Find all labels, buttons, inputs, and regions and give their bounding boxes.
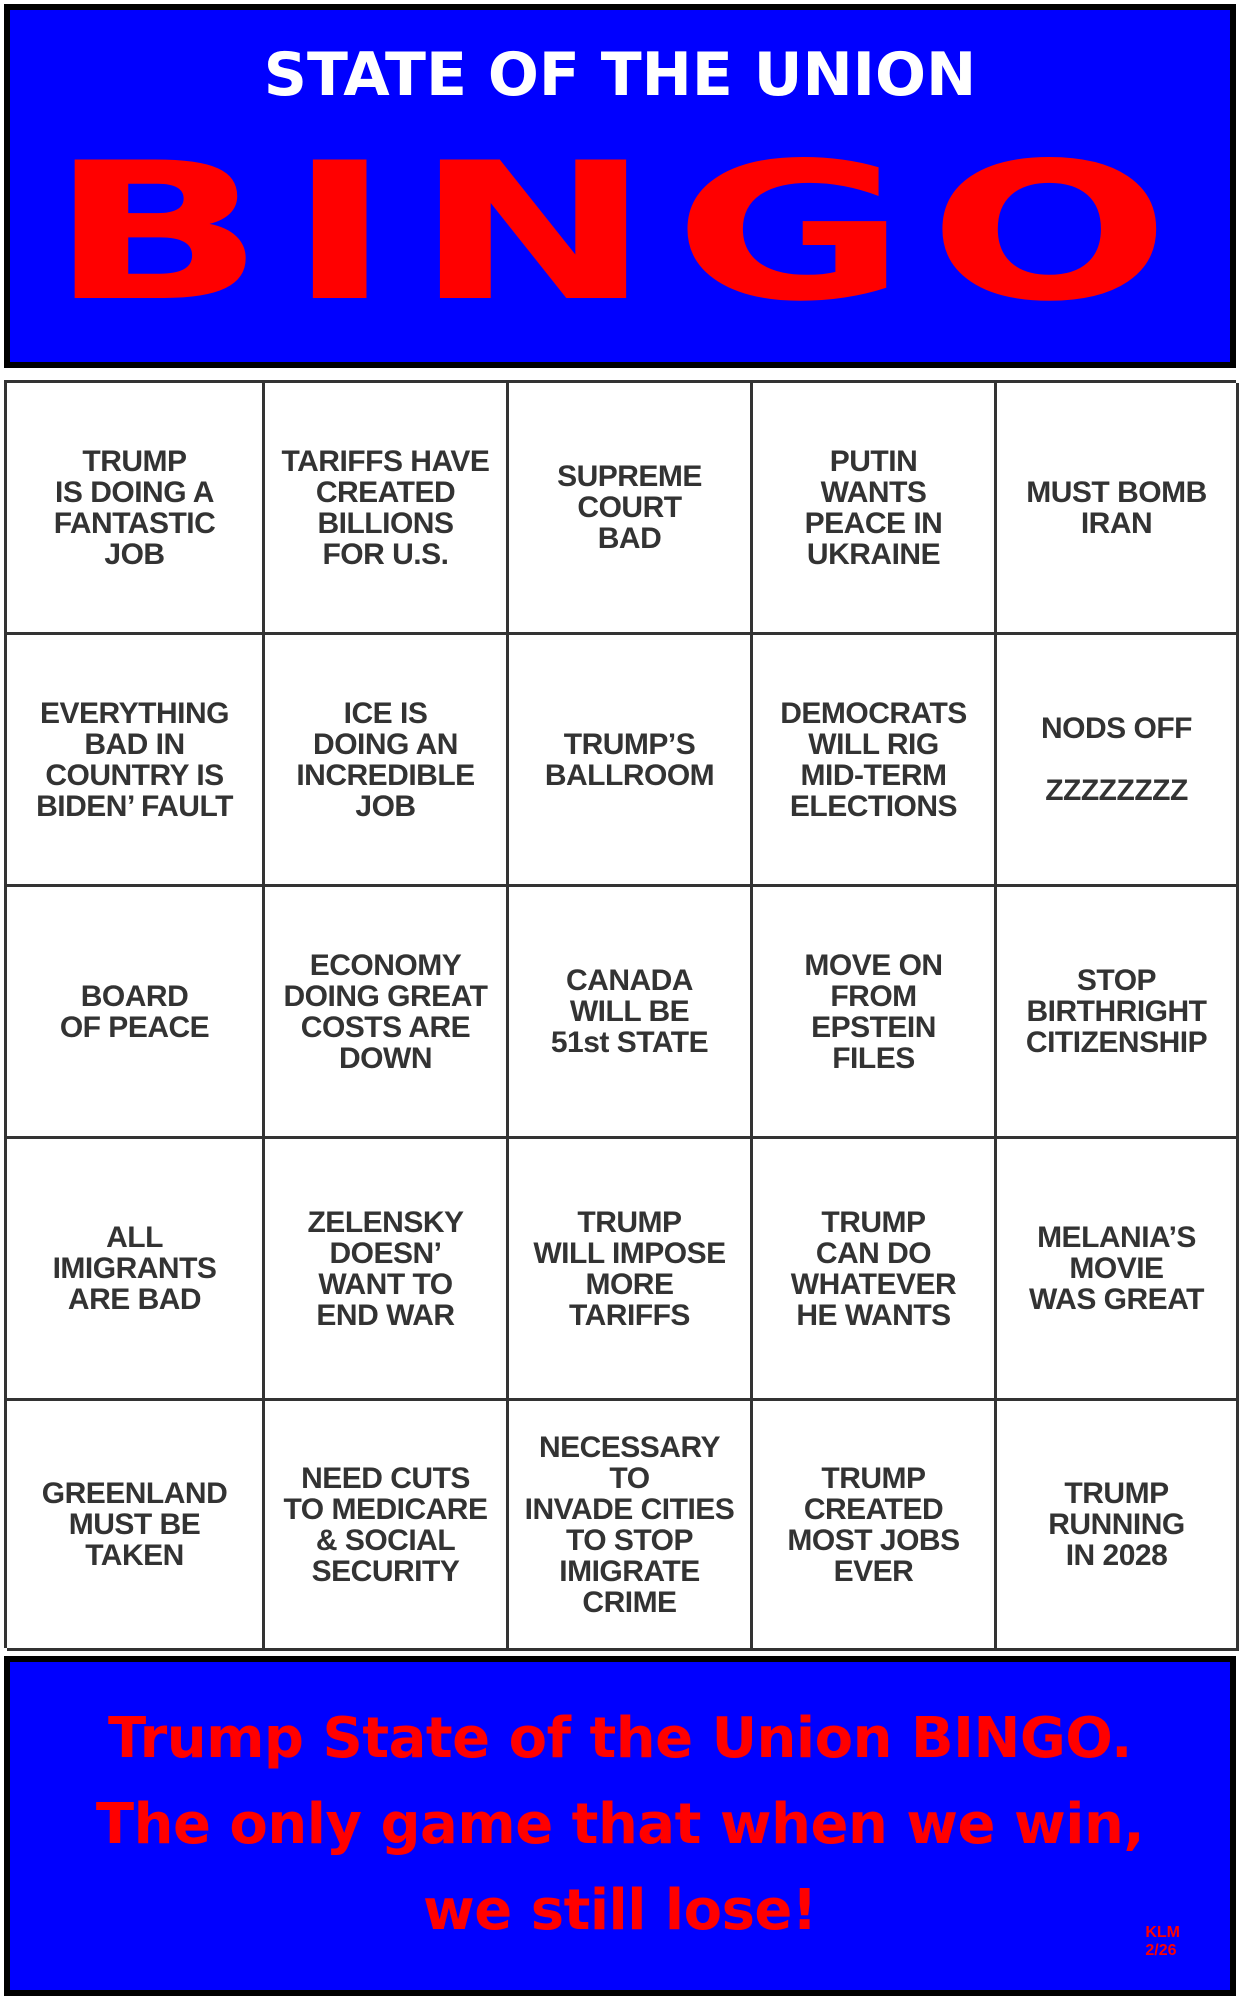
bingo-cell-text: ALL IMIGRANTS ARE BAD <box>52 1221 217 1316</box>
bingo-cell-r2c3[interactable] <box>509 635 753 887</box>
bingo-cell-r3c5[interactable] <box>997 887 1239 1139</box>
bingo-cell-r4c3[interactable] <box>509 1139 753 1401</box>
bingo-logo-text: BINGO <box>48 122 1192 343</box>
bingo-cell-r4c5[interactable] <box>997 1139 1239 1401</box>
bingo-cell-text: PUTIN WANTS PEACE IN UKRAINE <box>804 444 943 571</box>
bingo-cell-r2c5[interactable] <box>997 635 1239 887</box>
bingo-cell-r1c2[interactable] <box>265 383 509 635</box>
bingo-cell-r1c4[interactable] <box>753 383 997 635</box>
bingo-card-grid <box>4 380 1236 1648</box>
bingo-cell-text: STOP BIRTHRIGHT CITIZENSHIP <box>1025 964 1208 1059</box>
bingo-cell-text: MELANIA’S MOVIE WAS GREAT <box>1029 1221 1204 1316</box>
bingo-cell-text: TRUMP WILL IMPOSE MORE TARIFFS <box>533 1205 726 1332</box>
bingo-cell-text: BOARD OF PEACE <box>59 979 210 1044</box>
bingo-cell-text: MUST BOMB IRAN <box>1026 475 1207 540</box>
bingo-cell-r3c4[interactable] <box>753 887 997 1139</box>
bingo-cell-r5c3[interactable] <box>509 1401 753 1651</box>
header-title: STATE OF THE UNION <box>263 40 977 110</box>
bingo-cell-r4c4[interactable] <box>753 1139 997 1401</box>
bingo-cell-r4c2[interactable] <box>265 1139 509 1401</box>
bingo-cell-text: NECESSARY TO INVADE CITIES TO STOP IMIGRATE CRIME <box>524 1430 735 1619</box>
bingo-cell-r2c2[interactable] <box>265 635 509 887</box>
bingo-cell-r1c3[interactable] <box>509 383 753 635</box>
bingo-cell-r3c3[interactable] <box>509 887 753 1139</box>
bingo-cell-text: NODS OFF ZZZZZZZZ <box>1041 712 1192 807</box>
bingo-cell-text: SUPREME COURT BAD <box>557 460 702 555</box>
bingo-cell-text: ECONOMY DOING GREAT COSTS ARE DOWN <box>283 948 488 1075</box>
bingo-cell-text: TRUMP CREATED MOST JOBS EVER <box>787 1461 960 1588</box>
footer-slogan: Trump State of the Union BINGO. The only game that when we win, we still lose! <box>95 1706 1145 1943</box>
bingo-cell-r1c5[interactable] <box>997 383 1239 635</box>
bingo-cell-r5c4[interactable] <box>753 1401 997 1651</box>
bingo-cell-r4c1[interactable] <box>7 1139 265 1401</box>
bingo-cell-text: GREENLAND MUST BE TAKEN <box>41 1477 228 1572</box>
bingo-cell-text: TRUMP CAN DO WHATEVER HE WANTS <box>790 1205 957 1332</box>
bingo-cell-text: NEED CUTS TO MEDICARE & SOCIAL SECURITY <box>283 1461 488 1588</box>
bingo-cell-r5c1[interactable] <box>7 1401 265 1651</box>
bingo-cell-text: TRUMP IS DOING A FANTASTIC JOB <box>53 444 216 571</box>
bingo-cell-r2c4[interactable] <box>753 635 997 887</box>
footer-banner <box>4 1656 1236 1996</box>
bingo-cell-text: MOVE ON FROM EPSTEIN FILES <box>804 948 943 1075</box>
bingo-cell-text: TRUMP RUNNING IN 2028 <box>1048 1477 1185 1572</box>
bingo-cell-text: DEMOCRATS WILL RIG MID-TERM ELECTIONS <box>780 696 967 823</box>
bingo-cell-text: ICE IS DOING AN INCREDIBLE JOB <box>296 696 475 823</box>
bingo-cell-text: TARIFFS HAVE CREATED BILLIONS FOR U.S. <box>281 444 490 571</box>
bingo-cell-text: ZELENSKY DOESN’ WANT TO END WAR <box>307 1205 464 1332</box>
header-banner <box>4 4 1236 368</box>
bingo-cell-text: TRUMP’S BALLROOM <box>544 727 715 792</box>
bingo-cell-r3c1[interactable] <box>7 887 265 1139</box>
bingo-cell-text: CANADA WILL BE 51st STATE <box>550 964 709 1059</box>
author-signature: KLM 2/26 <box>1145 1924 1180 1959</box>
bingo-cell-r5c5[interactable] <box>997 1401 1239 1651</box>
bingo-cell-r5c2[interactable] <box>265 1401 509 1651</box>
bingo-cell-text: EVERYTHING BAD IN COUNTRY IS BIDEN’ FAULT <box>36 696 233 823</box>
bingo-cell-r1c1[interactable] <box>7 383 265 635</box>
bingo-cell-r3c2[interactable] <box>265 887 509 1139</box>
bingo-cell-r2c1[interactable] <box>7 635 265 887</box>
